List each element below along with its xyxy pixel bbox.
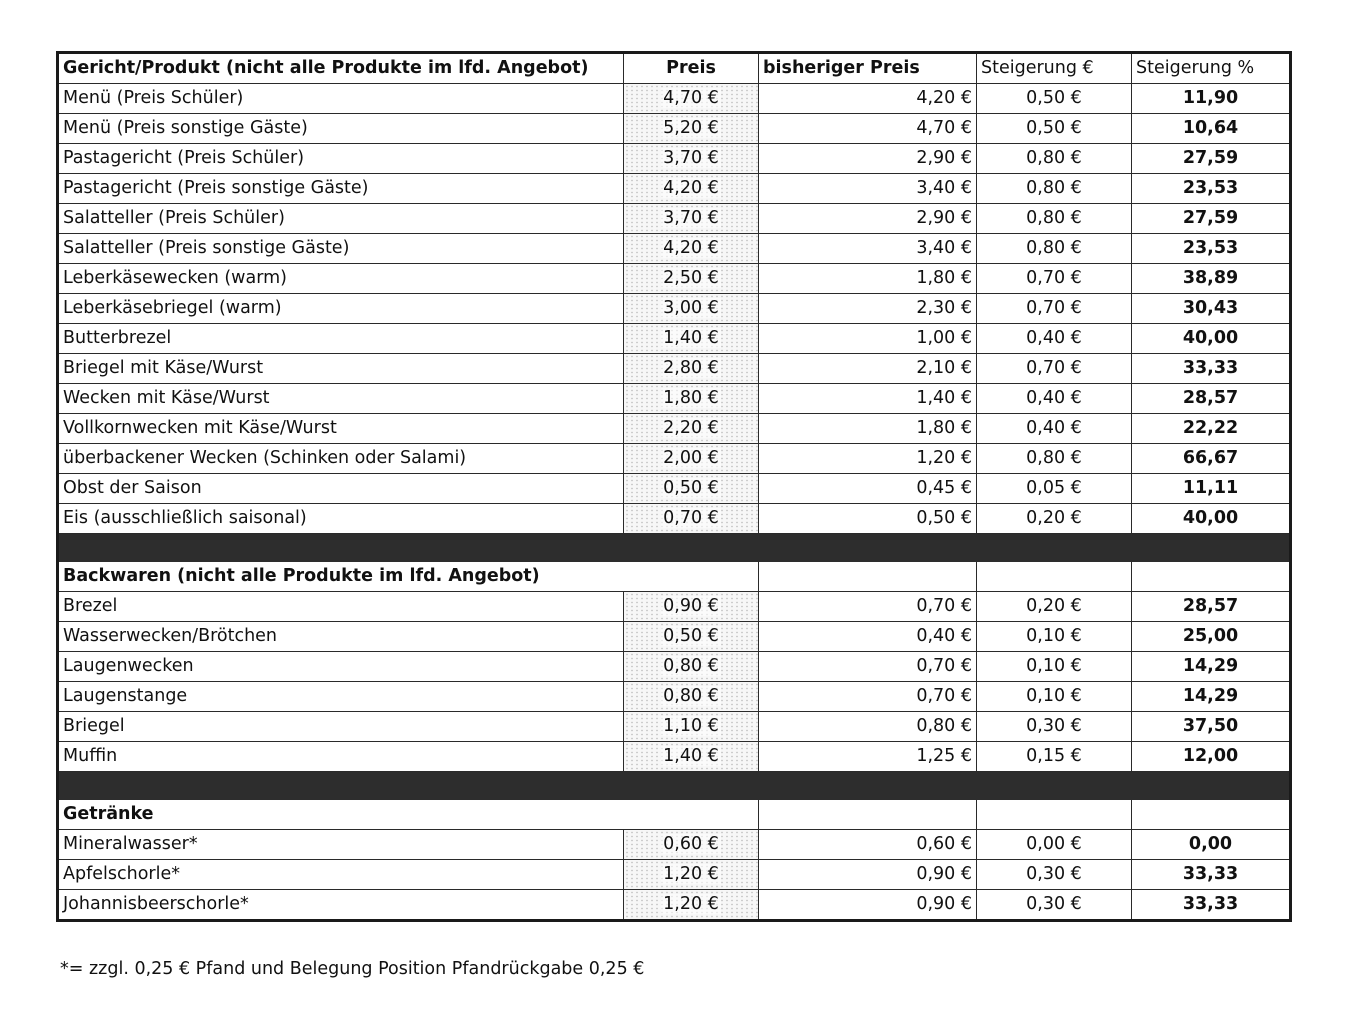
product-name: Pastagericht (Preis sonstige Gäste): [58, 174, 624, 204]
price-cell-value: 4,20 €: [663, 238, 719, 258]
section-separator: [58, 772, 1291, 800]
increase-eur-cell: 0,80 €: [977, 204, 1132, 234]
increase-pct-cell: 11,11: [1132, 474, 1291, 504]
previous-price-cell: 2,10 €: [759, 354, 977, 384]
previous-price-cell: 1,20 €: [759, 444, 977, 474]
price-cell: [624, 830, 759, 860]
price-cell-value: 1,40 €: [663, 328, 719, 348]
product-name: Butterbrezel: [58, 324, 624, 354]
price-cell: [624, 474, 759, 504]
table-row: [58, 682, 1291, 712]
increase-pct-cell: 28,57: [1132, 384, 1291, 414]
previous-price-cell: 0,90 €: [759, 860, 977, 890]
table-row: [58, 414, 1291, 444]
price-cell-value: 0,90 €: [663, 596, 719, 616]
table-row: [58, 712, 1291, 742]
increase-eur-cell: 0,00 €: [977, 830, 1132, 860]
previous-price-cell: 0,40 €: [759, 622, 977, 652]
increase-eur-cell: 0,70 €: [977, 294, 1132, 324]
increase-eur-cell: 0,05 €: [977, 474, 1132, 504]
price-cell-value: 3,70 €: [663, 148, 719, 168]
price-cell: [624, 234, 759, 264]
product-name: Leberkäsewecken (warm): [58, 264, 624, 294]
increase-pct-cell: 38,89: [1132, 264, 1291, 294]
previous-price-cell: 2,90 €: [759, 204, 977, 234]
increase-eur-cell: 0,10 €: [977, 652, 1132, 682]
header-increase-eur: Steigerung €: [977, 53, 1132, 84]
increase-pct-cell: 27,59: [1132, 204, 1291, 234]
increase-pct-cell: 23,53: [1132, 234, 1291, 264]
increase-pct-cell: 14,29: [1132, 652, 1291, 682]
price-cell-value: 0,80 €: [663, 656, 719, 676]
previous-price-cell: 1,25 €: [759, 742, 977, 772]
increase-pct-cell: 14,29: [1132, 682, 1291, 712]
increase-eur-cell: 0,30 €: [977, 712, 1132, 742]
increase-eur-cell: 0,20 €: [977, 592, 1132, 622]
table-row: [58, 830, 1291, 860]
increase-pct-cell: 40,00: [1132, 324, 1291, 354]
increase-pct-cell: 33,33: [1132, 890, 1291, 921]
table-row: [58, 742, 1291, 772]
increase-pct-cell: 23,53: [1132, 174, 1291, 204]
header-previous-price: bisheriger Preis: [759, 53, 977, 84]
product-name: Johannisbeerschorle*: [58, 890, 624, 921]
product-name: Briegel: [58, 712, 624, 742]
previous-price-cell: 1,40 €: [759, 384, 977, 414]
product-name: Pastagericht (Preis Schüler): [58, 144, 624, 174]
previous-price-cell: 3,40 €: [759, 234, 977, 264]
increase-pct-cell: 12,00: [1132, 742, 1291, 772]
product-name: Salatteller (Preis sonstige Gäste): [58, 234, 624, 264]
product-name: Leberkäsebriegel (warm): [58, 294, 624, 324]
price-cell-value: 0,50 €: [663, 478, 719, 498]
price-cell-value: 2,50 €: [663, 268, 719, 288]
previous-price-cell: 2,90 €: [759, 144, 977, 174]
previous-price-cell: 1,00 €: [759, 324, 977, 354]
increase-eur-cell: 0,30 €: [977, 860, 1132, 890]
previous-price-cell: 2,30 €: [759, 294, 977, 324]
table-row: [58, 234, 1291, 264]
increase-pct-cell: 37,50: [1132, 712, 1291, 742]
drinks-section-title-row: [58, 800, 1291, 830]
price-cell: [624, 652, 759, 682]
price-cell-value: 1,40 €: [663, 746, 719, 766]
price-cell: [624, 504, 759, 534]
price-cell-value: 1,80 €: [663, 388, 719, 408]
price-cell-value: 1,10 €: [663, 716, 719, 736]
drinks-section-title: Getränke: [58, 800, 759, 830]
price-cell-value: 0,60 €: [663, 834, 719, 854]
product-name: Eis (ausschließlich saisonal): [58, 504, 624, 534]
empty-cell: [977, 800, 1132, 830]
price-cell-value: 4,70 €: [663, 88, 719, 108]
footnote: *= zzgl. 0,25 € Pfand und Belegung Position Pfandrückgabe 0,25 €: [60, 959, 645, 979]
increase-pct-cell: 33,33: [1132, 354, 1291, 384]
table-row: [58, 294, 1291, 324]
table-row: [58, 354, 1291, 384]
product-name: Vollkornwecken mit Käse/Wurst: [58, 414, 624, 444]
price-cell: [624, 174, 759, 204]
previous-price-cell: 0,70 €: [759, 682, 977, 712]
product-name: überbackener Wecken (Schinken oder Salami): [58, 444, 624, 474]
previous-price-cell: 0,60 €: [759, 830, 977, 860]
table-row: [58, 324, 1291, 354]
table-row: [58, 592, 1291, 622]
price-cell-value: 0,50 €: [663, 626, 719, 646]
price-cell: [624, 742, 759, 772]
price-cell-value: 3,00 €: [663, 298, 719, 318]
table-row: [58, 890, 1291, 921]
price-cell: [624, 682, 759, 712]
table-row: [58, 114, 1291, 144]
previous-price-cell: 0,80 €: [759, 712, 977, 742]
previous-price-cell: 4,20 €: [759, 84, 977, 114]
table-row: [58, 84, 1291, 114]
increase-eur-cell: 0,50 €: [977, 114, 1132, 144]
product-name: Apfelschorle*: [58, 860, 624, 890]
table-row: [58, 444, 1291, 474]
increase-pct-cell: 40,00: [1132, 504, 1291, 534]
product-name: Briegel mit Käse/Wurst: [58, 354, 624, 384]
increase-eur-cell: 0,80 €: [977, 174, 1132, 204]
product-name: Wasserwecken/Brötchen: [58, 622, 624, 652]
product-name: Menü (Preis Schüler): [58, 84, 624, 114]
increase-eur-cell: 0,10 €: [977, 622, 1132, 652]
empty-cell: [1132, 800, 1291, 830]
price-cell-value: 1,20 €: [663, 894, 719, 914]
product-name: Wecken mit Käse/Wurst: [58, 384, 624, 414]
price-cell: [624, 444, 759, 474]
price-cell: [624, 114, 759, 144]
empty-cell: [1132, 562, 1291, 592]
previous-price-cell: 1,80 €: [759, 264, 977, 294]
increase-eur-cell: 0,80 €: [977, 234, 1132, 264]
increase-eur-cell: 0,80 €: [977, 144, 1132, 174]
table-row: [58, 264, 1291, 294]
product-name: Menü (Preis sonstige Gäste): [58, 114, 624, 144]
table-row: [58, 174, 1291, 204]
price-cell: [624, 294, 759, 324]
increase-eur-cell: 0,40 €: [977, 414, 1132, 444]
increase-eur-cell: 0,70 €: [977, 354, 1132, 384]
increase-eur-cell: 0,10 €: [977, 682, 1132, 712]
table-row: [58, 384, 1291, 414]
price-cell: [624, 204, 759, 234]
price-cell-value: 3,70 €: [663, 208, 719, 228]
previous-price-cell: 0,70 €: [759, 592, 977, 622]
price-cell: [624, 622, 759, 652]
price-cell: [624, 354, 759, 384]
product-name: Brezel: [58, 592, 624, 622]
increase-eur-cell: 0,15 €: [977, 742, 1132, 772]
increase-pct-cell: 25,00: [1132, 622, 1291, 652]
price-cell: [624, 860, 759, 890]
price-cell-value: 2,00 €: [663, 448, 719, 468]
increase-eur-cell: 0,50 €: [977, 84, 1132, 114]
previous-price-cell: 0,50 €: [759, 504, 977, 534]
section-separator: [58, 534, 1291, 562]
table-row: [58, 504, 1291, 534]
previous-price-cell: 4,70 €: [759, 114, 977, 144]
product-name: Obst der Saison: [58, 474, 624, 504]
increase-pct-cell: 22,22: [1132, 414, 1291, 444]
product-name: Laugenstange: [58, 682, 624, 712]
product-name: Muffin: [58, 742, 624, 772]
increase-eur-cell: 0,80 €: [977, 444, 1132, 474]
product-name: Mineralwasser*: [58, 830, 624, 860]
previous-price-cell: 0,70 €: [759, 652, 977, 682]
price-cell-value: 2,20 €: [663, 418, 719, 438]
empty-cell: [977, 562, 1132, 592]
increase-eur-cell: 0,30 €: [977, 890, 1132, 921]
price-cell: [624, 324, 759, 354]
increase-eur-cell: 0,40 €: [977, 324, 1132, 354]
increase-pct-cell: 10,64: [1132, 114, 1291, 144]
price-cell-value: 2,80 €: [663, 358, 719, 378]
price-cell-value: 0,70 €: [663, 508, 719, 528]
header-row: [58, 53, 1291, 84]
increase-pct-cell: 11,90: [1132, 84, 1291, 114]
price-cell: [624, 264, 759, 294]
price-cell: [624, 890, 759, 921]
table-row: [58, 144, 1291, 174]
price-cell-value: 5,20 €: [663, 118, 719, 138]
bakery-section-title: Backwaren (nicht alle Produkte im lfd. Angebot): [58, 562, 759, 592]
increase-pct-cell: 66,67: [1132, 444, 1291, 474]
header-increase-pct: Steigerung %: [1132, 53, 1291, 84]
table-row: [58, 652, 1291, 682]
increase-eur-cell: 0,70 €: [977, 264, 1132, 294]
product-name: Laugenwecken: [58, 652, 624, 682]
increase-pct-cell: 0,00: [1132, 830, 1291, 860]
increase-eur-cell: 0,20 €: [977, 504, 1132, 534]
header-price: Preis: [624, 53, 759, 84]
bakery-section-title-row: [58, 562, 1291, 592]
price-cell: [624, 144, 759, 174]
increase-eur-cell: 0,40 €: [977, 384, 1132, 414]
previous-price-cell: 0,90 €: [759, 890, 977, 921]
table-row: [58, 204, 1291, 234]
increase-pct-cell: 33,33: [1132, 860, 1291, 890]
separator-bar: [58, 772, 1291, 800]
table-row: [58, 474, 1291, 504]
price-cell-value: 4,20 €: [663, 178, 719, 198]
header-product: Gericht/Produkt (nicht alle Produkte im lfd. Angebot): [58, 53, 624, 84]
table-row: [58, 860, 1291, 890]
price-cell: [624, 84, 759, 114]
table-row: [58, 622, 1291, 652]
price-cell-value: 1,20 €: [663, 864, 719, 884]
increase-pct-cell: 27,59: [1132, 144, 1291, 174]
price-table: [56, 51, 1292, 922]
empty-cell: [759, 562, 977, 592]
price-cell: [624, 384, 759, 414]
price-cell: [624, 592, 759, 622]
product-name: Salatteller (Preis Schüler): [58, 204, 624, 234]
increase-pct-cell: 28,57: [1132, 592, 1291, 622]
empty-cell: [759, 800, 977, 830]
price-cell-value: 0,80 €: [663, 686, 719, 706]
price-cell: [624, 712, 759, 742]
previous-price-cell: 1,80 €: [759, 414, 977, 444]
previous-price-cell: 3,40 €: [759, 174, 977, 204]
separator-bar: [58, 534, 1291, 562]
previous-price-cell: 0,45 €: [759, 474, 977, 504]
price-cell: [624, 414, 759, 444]
increase-pct-cell: 30,43: [1132, 294, 1291, 324]
